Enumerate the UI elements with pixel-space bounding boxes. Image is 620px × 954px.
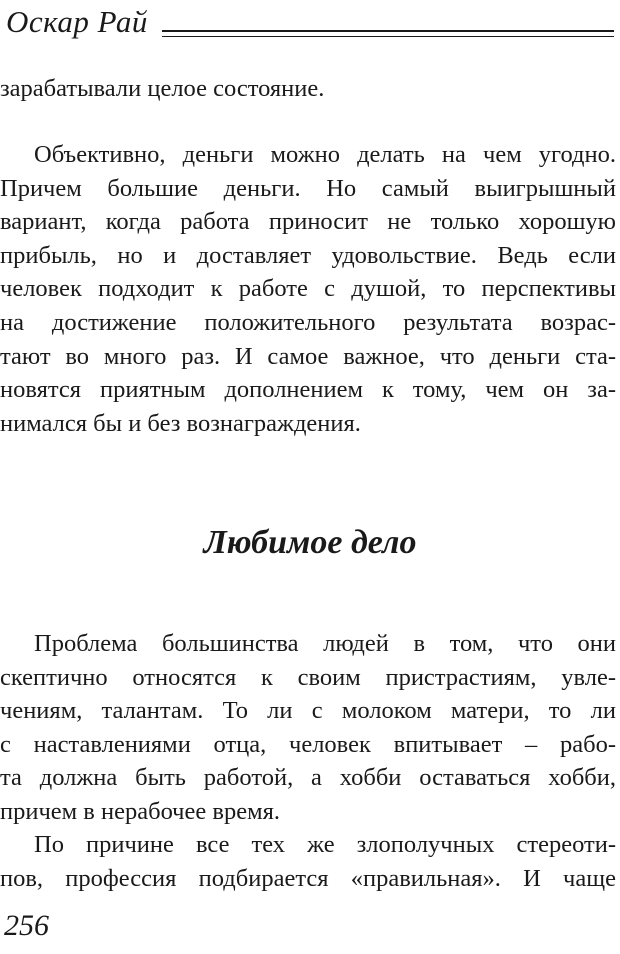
text-line: нимался бы и без вознаграждения.: [0, 409, 361, 437]
running-head-rule-thin: [162, 36, 614, 37]
text-line: тают во много раз. И самое важное, что деньги ста-: [0, 342, 616, 370]
text-line: человек подходит к работе с душой, то перспективы: [0, 275, 616, 303]
section-heading: Любимое дело: [203, 524, 417, 561]
text-line: причем в нерабочее время.: [0, 797, 280, 825]
text-line: скептично относятся к своим пристрастиям, увле-: [0, 663, 616, 691]
text-line: с наставлениями отца, человек впитывает – рабо-: [0, 730, 616, 758]
running-head-author: Оскар Рай: [6, 4, 148, 39]
page-number: 256: [4, 909, 49, 942]
text-line: Причем большие деньги. Но самый выигрышный: [0, 174, 616, 202]
continued-paragraph: [0, 72, 616, 106]
text-line: на достижение положительного результата возрас-: [0, 308, 616, 336]
paragraph-reason: [0, 828, 616, 895]
text-line: чениям, талантам. То ли с молоком матери, то ли: [0, 697, 616, 725]
running-head-rule: [162, 30, 614, 32]
paragraph-problem: [0, 627, 616, 829]
paragraph-objectively: [0, 138, 616, 440]
text-line: По причине все тех же злополучных стереоти-: [34, 831, 616, 858]
text-line: пов, профессия подбирается «правильная». И чаще: [0, 864, 616, 892]
text-line: зарабатывали целое состояние.: [0, 75, 325, 102]
text-line: вариант, когда работа приносит не только хорошую: [0, 208, 616, 236]
text-line: та должна быть работой, а хобби оставаться хобби,: [0, 764, 616, 792]
text-line: Проблема большинства людей в том, что они: [34, 630, 616, 657]
text-line: Объективно, деньги можно делать на чем угодно.: [34, 141, 616, 168]
running-head: [6, 4, 618, 44]
text-line: новятся приятным дополнением к тому, чем он за-: [0, 376, 616, 404]
text-line: прибыль, но и доставляет удовольствие. Ведь если: [0, 241, 616, 269]
